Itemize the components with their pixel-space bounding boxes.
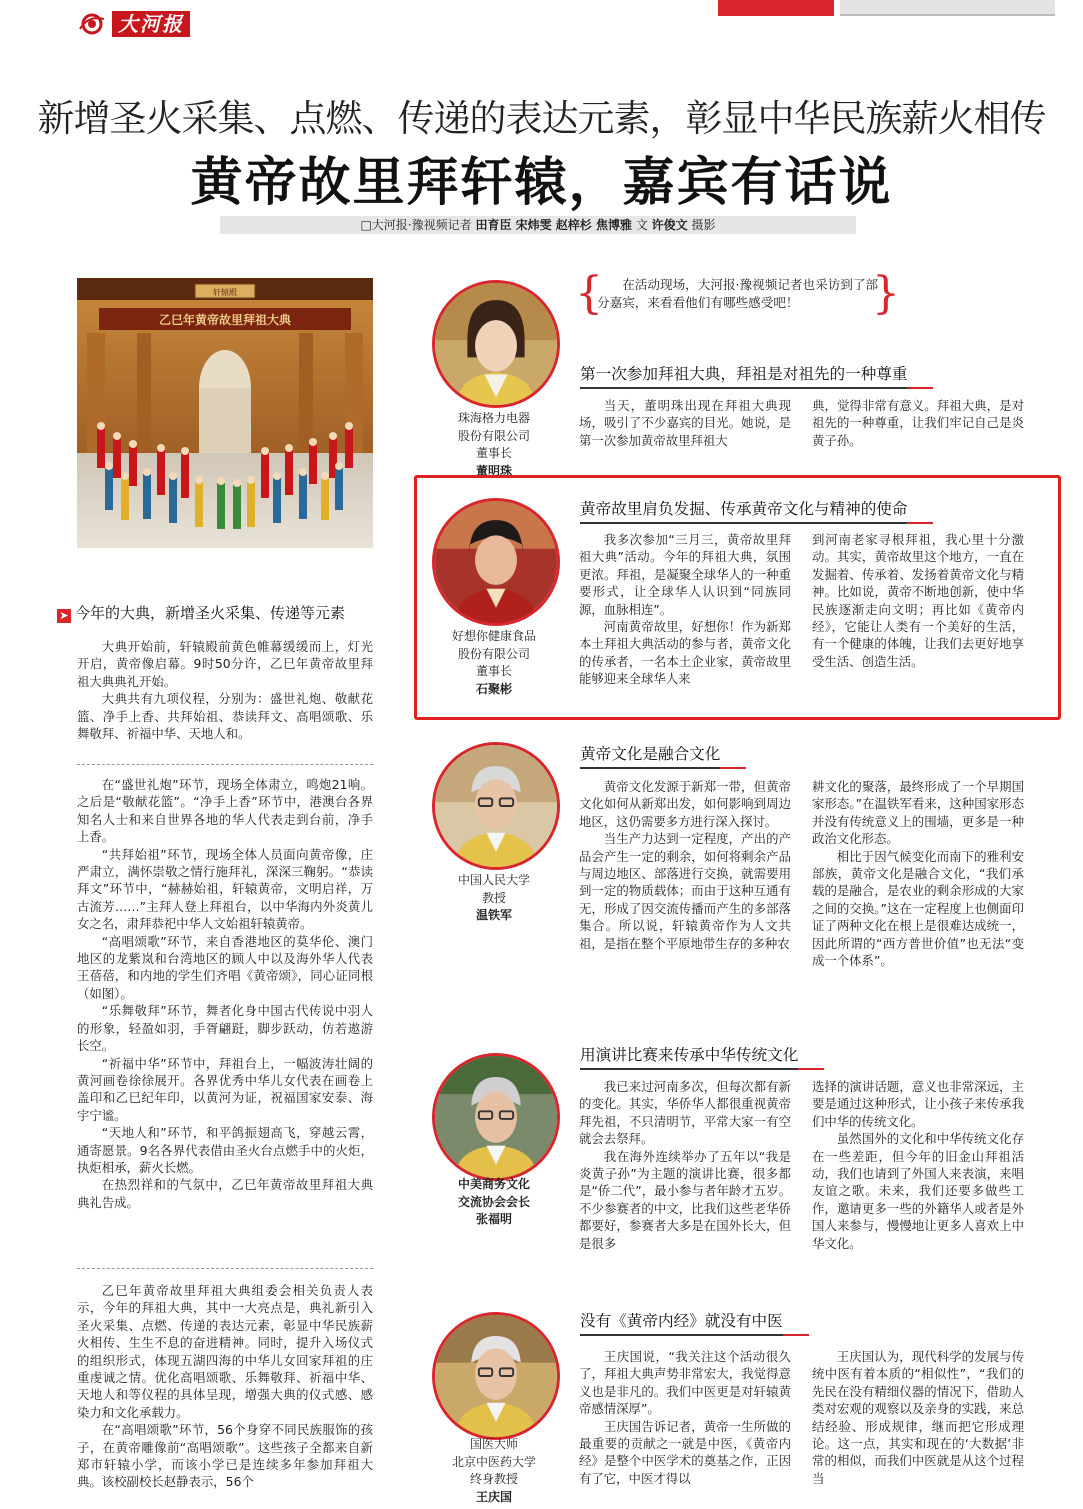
paragraph: “乐舞敬拜”环节，舞者化身中国古代传说中羽人的形象，轻盈如羽，手胥翩跹，脚步跃动，仿若遨游长空。 <box>77 1003 373 1054</box>
left-block-2 <box>77 776 373 1211</box>
caption-wang-qingguo: 国医大师 北京中医药大学 终身教授 王庆国 <box>429 1436 559 1508</box>
interview-title-4: 用演讲比赛来传承中华传统文化 <box>580 1043 798 1068</box>
interview-title-3: 黄帝文化是融合文化 <box>580 742 720 767</box>
interview-2-col-2: 到河南老家寻根拜祖，我心里十分激动。其实，黄帝故里这个地方，一直在发掘着、传承着、发扬着黄帝文化与精神。比如说，黄帝不断地创新，使中华民族逐渐走向文明；再比如《黄帝内经》，它能让人类有一个美好的生活，有一个健康的体魄，让我们去更好地享受生活、创造生活。 <box>812 532 1024 669</box>
headline: 黄帝故里拜轩辕，嘉宾有话说 <box>190 152 893 213</box>
left-block-3 <box>77 1282 373 1506</box>
byline-writers: 田育臣 宋炜雯 赵梓杉 焦博雅 <box>475 218 632 232</box>
interview-title-5: 没有《黄帝内经》就没有中医 <box>580 1309 783 1334</box>
interview-5-col-2: 王庆国认为，现代科学的发展与传统中医有着本质的“相似性”，“我们的先民在没有精细仪器的情况下，借助人类对宏观的观察以及亲身的实践，来总结经验、形成规律，继而把它形成理论。这一点，其实和现在的‘大数据’非常的相似，而我们中医就是从这个过程当 <box>812 1349 1024 1486</box>
divider <box>77 764 373 765</box>
person-name: 王庆国 <box>475 1489 512 1504</box>
left-block-1 <box>77 638 373 742</box>
header-red-bar <box>718 0 834 16</box>
paragraph: “共拜始祖”环节，现场全体人员面向黄帝像，庄严肃立，满怀崇敬之情行施拜礼，深深三鞠躬。“恭读拜文”环节中，“赫赫始祖，轩辕黄帝，文明启祥，万古流芳……”主拜人登上拜祖台，以中华海内外炎黄儿女之名，肃拜恭祀中华人文始祖轩辕黄帝。 <box>77 846 373 932</box>
paragraph: 乙巳年黄帝故里拜祖大典组委会相关负责人表示，今年的拜祖大典，其中一大亮点是，典礼新引入圣火采集、点燃、传递的表达元素，彰显中华民族薪火相传、生生不息的奋进精神。同时，提升入场仪式的组织形式，体现五湖四海的中华儿女回家拜祖的庄重虔诚之情。优化高唱颂歌、乐舞敬拜、祈福中华、天地人和等仪程的具体呈现，增强大典的仪式感、感染力和文化承载力。 <box>77 1283 373 1420</box>
newspaper-name: 大河报 <box>112 11 190 37</box>
byline-sheying: 摄影 <box>691 218 716 232</box>
byline <box>220 216 856 234</box>
subheadline: 新增圣火采集、点燃、传递的表达元素，彰显中华民族薪火相传 <box>37 97 1046 140</box>
portrait-shi-jubin <box>432 498 560 626</box>
interview-5-col-1: 王庆国说，“我关注这个活动很久了，拜祖大典声势非常宏大，我觉得意义也是非凡的。我们中医更是对轩辕黄帝感情深厚”。 王庆国告诉记者，黄帝一生所做的最重要的贡献之一就是中医，《黄帝内经》是整个中医学术的奠基之作，正因有了它，中医才得以 <box>579 1349 791 1486</box>
caption-wen-tiejun: 中国人民大学 教授 温铁军 <box>429 872 559 925</box>
swirl-logo-icon <box>78 13 108 35</box>
person-name: 董明珠 <box>475 463 512 478</box>
person-name: 张福明 <box>475 1212 512 1227</box>
interview-1-col-1: 当天，董明珠出现在拜祖大典现场，吸引了不少嘉宾的目光。她说，是第一次参加黄帝故里拜祖大 <box>579 398 791 448</box>
interview-2-col-1: 我多次参加“三月三，黄帝故里拜祖大典”活动。今年的拜祖大典，氛围更浓。拜祖，是凝聚全球华人的一种重要形式，让全球华人认识到“同族同源，血脉相连”。 河南黄帝故里，好想你！作为新郑本土拜祖大典活动的参与者，黄帝文化的传承者，一名本土企业家，黄帝故里能够迎来全球华人来 <box>579 532 791 687</box>
person-name: 石聚彬 <box>475 681 512 696</box>
hall-plaque-text: 乙巳年黄帝故里拜祖大典 <box>158 313 292 327</box>
paragraph: 在“盛世礼炮”环节，现场全体肃立，鸣炮21响。之后是“敬献花篮”。“净手上香”环节中，港澳台各界知名人士和来自世界各地的华人代表走到台前，净手上香。 <box>77 777 373 845</box>
left-brace-icon: { <box>575 268 603 319</box>
interview-title-1: 第一次参加拜祖大典，拜祖是对祖先的一种尊重 <box>580 362 907 387</box>
interview-4-col-1: 我已来过河南多次，但每次都有新的变化。其实，华侨华人都很重视黄帝拜先祖，不只清明节，平常大家一有空就会去祭拜。 我在海外连续举办了五年以“我是炎黄子孙”为主题的演讲比赛，很多都是“侨二代”，最小参与者年龄才五岁。不少参赛者的中文，比我们这些老华侨都要好，参赛者大多是在国外长大，但是很多 <box>579 1079 791 1251</box>
portrait-wang-qingguo <box>432 1312 560 1440</box>
paragraph: 大典共有九项仪程，分别为：盛世礼炮、敬献花篮、净手上香、共拜始祖、恭读拜文、高唱颂歌、乐舞敬拜、祈福中华、天地人和。 <box>77 691 373 742</box>
caption-dong-mingzhu: 珠海格力电器 股份有限公司 董事长 董明珠 <box>429 410 559 480</box>
section-title-ceremony: ➤ 今年的大典，新增圣火采集、传递等元素 <box>57 602 345 623</box>
arrow-right-icon: ➤ <box>57 609 71 623</box>
divider <box>77 1268 373 1269</box>
main-photo <box>77 278 373 548</box>
interview-3-col-1: 黄帝文化发源于新郑一带，但黄帝文化如何从新郑出发，如何影响到周边地区，这仍需要多方进行深入探讨。 当生产力达到一定程度，产出的产品会产生一定的剩余，如何将剩余产品与周边地区、部落进行交换，就需要用到一定的物质载体；而由于这种互通有无，形成了因交流传播而产生的多部落集合。所以说，轩辕黄帝作为人文共祖，是指在整个平原地带生存的多种农 <box>579 779 791 951</box>
paragraph: 在“高唱颂歌”环节，56个身穿不同民族服饰的孩子，在黄帝雕像前“高唱颂歌”。这些孩子全都来自新郑市轩辕小学，而该小学已是连续多年参加拜祖大典。该校副校长赵静表示，56个 <box>77 1422 373 1490</box>
interview-4-col-2: 选择的演讲话题，意义也非常深远，主要是通过这种形式，让小孩子来传承我们中华的传统文化。 虽然国外的文化和中华传统文化存在一些差距，但今年的旧金山拜祖活动，我们也请到了外国人来表演，来唱友谊之歌。未来，我们还要多做些工作，邀请更多一些的外籍华人或者是外国人来参与，慢慢地让更多人喜欢上中华文化。 <box>812 1079 1024 1251</box>
small-plaque-text: 轩辕殿 <box>213 288 237 297</box>
header-grey-bar <box>840 0 1055 16</box>
interview-title-2: 黄帝故里肩负发掘、传承黄帝文化与精神的使命 <box>580 497 907 522</box>
paragraph: “天地人和”环节，和平鸽振翅高飞，穿越云霄，通寄愿景。9名各界代表借由圣火台点燃手中的火炬，执炬相承，薪火长燃。 <box>77 1125 373 1175</box>
caption-zhang-fuming: 中美商务文化 交流协会会长 张福明 <box>429 1176 559 1229</box>
right-brace-icon: } <box>872 268 900 319</box>
paragraph: “高唱颂歌”环节，来自香港地区的莫华伦、澳门地区的龙紫岚和台湾地区的顾人中以及海外华人代表王蓓蓓，和内地的学生们齐唱《黄帝颂》，同心证同根（如图）。 <box>77 933 373 1001</box>
masthead-logo <box>78 10 190 38</box>
intro-note <box>575 268 900 320</box>
paragraph: “祈福中华”环节中，拜祖台上，一幅波涛壮阔的黄河画卷徐徐展开。各界优秀中华儿女代表在画卷上盖印和乙巳纪年印，以黄河为证，祝福国家安泰、海宇宁谧。 <box>77 1055 373 1123</box>
portrait-dong-mingzhu <box>432 280 560 408</box>
byline-photographer: 许俊文 <box>651 218 688 232</box>
byline-wen: 文 <box>635 218 648 232</box>
portrait-zhang-fuming <box>432 1053 560 1181</box>
paragraph: 在热烈祥和的气氛中，乙巳年黄帝故里拜祖大典典礼告成。 <box>77 1177 373 1210</box>
interview-3-col-2: 耕文化的聚落，最终形成了一个早期国家形态。”在温铁军看来，这种国家形态并没有传统意义上的围墙，更多是一种政治文化形态。 相比于因气候变化而南下的雅利安部族，黄帝文化是融合文化，“我们承载的是融合，是农业的剩余形成的大家之间的交换。”这在一定程度上也侧面印证了两种文化在根上是很难达成统一，因此所谓的“西方普世价值”也无法“变成一个体系”。 <box>812 779 1024 969</box>
portrait-wen-tiejun <box>432 742 560 870</box>
interview-1-col-2: 典，觉得非常有意义。拜祖大典，是对祖先的一种尊重，让我们牢记自己是炎黄子孙。 <box>812 398 1024 448</box>
paragraph: 大典开始前，轩辕殿前黄色帷幕缓缓而上，灯光开启，黄帝像启幕。9时50分许，乙巳年黄帝故里拜祖大典典礼开始。 <box>77 639 373 689</box>
intro-text: 在活动现场，大河报·豫视频记者也采访到了部分嘉宾，来看看他们有哪些感受吧！ <box>597 277 879 310</box>
byline-prefix: □大河报·豫视频记者 <box>360 218 472 232</box>
person-name: 温铁军 <box>475 908 512 923</box>
caption-shi-jubin: 好想你健康食品 股份有限公司 董事长 石聚彬 <box>429 628 559 698</box>
